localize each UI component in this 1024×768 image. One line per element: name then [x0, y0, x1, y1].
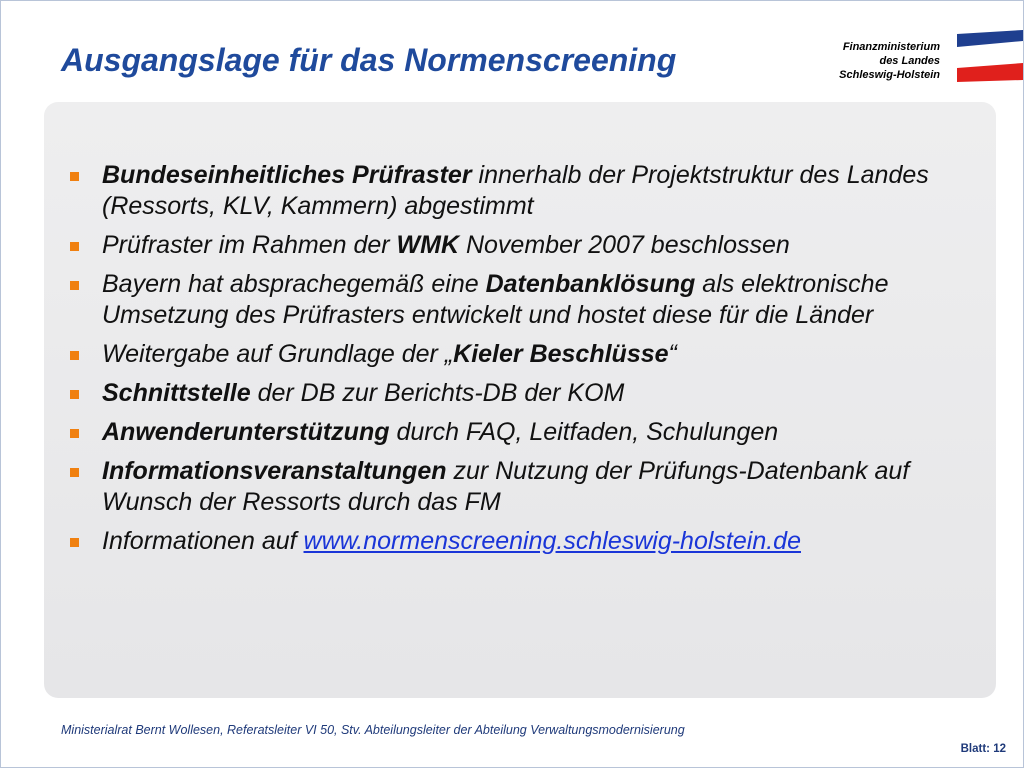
bullet-square-icon	[70, 242, 79, 251]
bullet-emphasis: Informationsveranstaltungen	[102, 457, 447, 485]
ministry-line: Finanzministerium	[842, 41, 940, 53]
bullet-emphasis: Bundeseinheitliches Prüfraster	[102, 161, 472, 189]
bullet-text: zur Nutzung der Prüfungs-Datenbank auf Wunsch der Ressorts durch das FM	[102, 457, 910, 516]
bullet-item	[70, 160, 980, 222]
bullet-text: Bayern hat absprachegemäß eine	[102, 270, 486, 298]
bullet-item	[70, 269, 980, 331]
slide-title: Ausgangslage für das Normenscreening	[61, 42, 677, 78]
ministry-label	[839, 40, 940, 82]
bullet-list	[70, 160, 980, 565]
bullet-emphasis: WMK	[396, 231, 460, 259]
bullet-square-icon	[70, 429, 79, 438]
bullet-square-icon	[70, 390, 79, 399]
bullet-item	[70, 456, 980, 518]
bullet-text: als elektronische Umsetzung des Prüfrasters entwickelt und hostet diese für die Länder	[102, 270, 889, 329]
bullet-square-icon	[70, 538, 79, 547]
bullet-text: Informationen auf	[102, 527, 304, 555]
bullet-item	[70, 526, 980, 557]
bullet-text: “	[668, 340, 677, 368]
bullet-text: innerhalb der Projektstruktur des Landes (Ressorts, KLV, Kammern) abgestimmt	[102, 161, 929, 220]
page-number: Blatt: 12	[960, 743, 1006, 755]
bullet-emphasis: Anwenderunterstützung	[102, 418, 390, 446]
bullet-square-icon	[70, 281, 79, 290]
bullet-emphasis: Schnittstelle	[102, 379, 251, 407]
footer-text: Ministerialrat Bernt Wollesen, Referatsleiter VI 50, Stv. Abteilungsleiter der Abteilung Verwaltungsmodernisierung	[61, 723, 685, 737]
flag-logo-icon	[957, 30, 1023, 82]
bullet-text: Prüfraster im Rahmen der	[102, 231, 397, 259]
ministry-line: des Landes	[879, 55, 940, 67]
bullet-text: der DB zur Berichts-DB der KOM	[250, 379, 625, 407]
bullet-square-icon	[70, 172, 79, 181]
bullet-text: durch FAQ, Leitfaden, Schulungen	[389, 418, 779, 446]
bullet-square-icon	[70, 468, 79, 477]
bullet-item	[70, 339, 980, 370]
bullet-emphasis: Datenbanklösung	[485, 270, 696, 298]
website-link[interactable]: www.normenscreening.schleswig-holstein.de	[303, 527, 801, 555]
bullet-item	[70, 230, 980, 261]
bullet-text: November 2007 beschlossen	[459, 231, 790, 259]
ministry-line: Schleswig-Holstein	[839, 69, 940, 81]
bullet-square-icon	[70, 351, 79, 360]
bullet-item	[70, 378, 980, 409]
bullet-text: Weitergabe auf Grundlage der „	[102, 340, 454, 368]
bullet-emphasis: Kieler Beschlüsse	[453, 340, 669, 368]
bullet-item	[70, 417, 980, 448]
